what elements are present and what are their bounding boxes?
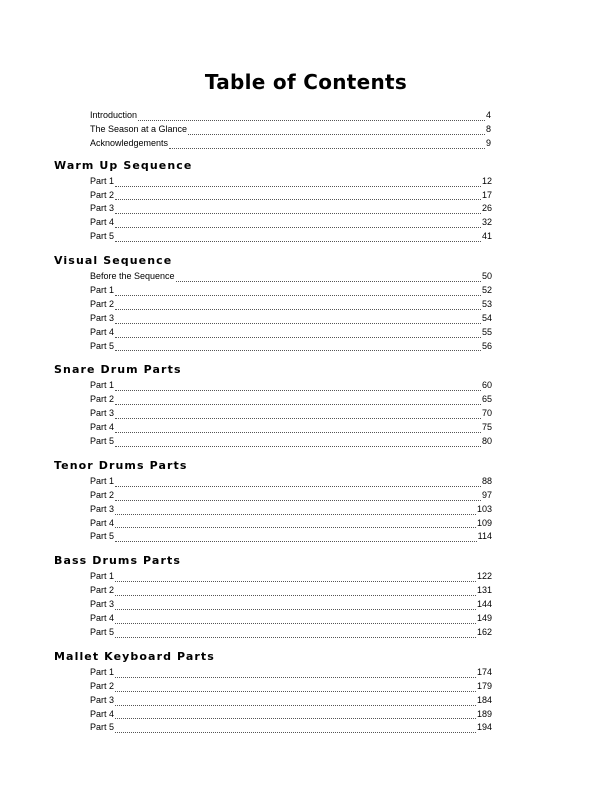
entry-label: Before the Sequence [90,271,175,282]
toc-section [0,157,612,244]
toc-entry[interactable] [90,435,492,449]
front-matter-list [0,109,612,151]
entry-label: Part 5 [90,340,115,351]
entry-label: Part 5 [90,231,115,242]
toc-entry[interactable] [90,123,492,137]
toc-entry[interactable] [90,489,492,503]
toc-entry[interactable] [90,708,492,722]
entry-page-number: 174 [476,666,492,677]
toc-entry[interactable] [90,517,492,531]
toc-sections [0,157,612,736]
entry-page-number: 149 [476,613,492,624]
entry-label: Part 1 [90,175,115,186]
dot-leader [115,533,477,542]
entry-page-number: 109 [476,517,492,528]
toc-section [0,552,612,639]
entry-label: Part 2 [90,394,115,405]
entry-label: Part 2 [90,189,115,200]
entry-page-number: 131 [476,585,492,596]
section-heading[interactable]: Warm Up Sequence [54,158,193,172]
entry-label: Part 1 [90,571,115,582]
dot-leader [115,315,481,324]
toc-entry[interactable] [90,503,492,517]
dot-leader [115,382,481,391]
entry-page-number: 88 [481,475,492,486]
entry-label: Acknowledgements [90,137,169,148]
entry-page-number: 32 [481,217,492,228]
page-title: Table of Contents [204,70,408,94]
dot-leader [115,191,481,200]
entry-page-number: 80 [481,436,492,447]
toc-entry[interactable] [90,312,492,326]
entry-page-number: 55 [481,326,492,337]
dot-leader [115,424,481,433]
entry-page-number: 122 [476,571,492,582]
toc-section [0,457,612,544]
dot-leader [115,573,476,582]
toc-entry[interactable] [90,189,492,203]
entry-page-number: 9 [486,137,492,148]
entry-label: Part 2 [90,680,115,691]
section-heading[interactable]: Bass Drums Parts [54,554,181,568]
toc-entry[interactable] [90,530,492,544]
entry-label: Part 3 [90,503,115,514]
dot-leader [115,329,481,338]
toc-entry[interactable] [90,598,492,612]
dot-leader [115,287,481,296]
dot-leader [169,140,485,149]
entry-page-number: 144 [476,599,492,610]
entry-page-number: 70 [481,408,492,419]
entry-page-number: 53 [481,298,492,309]
toc-entry[interactable] [90,570,492,584]
table-of-contents [0,109,612,735]
entry-label: Part 4 [90,217,115,228]
entry-label: Part 4 [90,613,115,624]
entry-label: Part 5 [90,722,115,733]
toc-entry[interactable] [90,680,492,694]
dot-leader [188,126,485,135]
entry-page-number: 50 [481,271,492,282]
toc-entry[interactable] [90,340,492,354]
dot-leader [115,615,476,624]
dot-leader [115,587,476,596]
toc-entry[interactable] [90,407,492,421]
toc-entry[interactable] [90,612,492,626]
entry-page-number: 52 [481,285,492,296]
toc-entry[interactable] [90,379,492,393]
dot-leader [115,342,481,351]
entry-label: The Season at a Glance [90,123,188,134]
toc-entry[interactable] [90,202,492,216]
dot-leader [115,205,481,214]
dot-leader [115,506,476,515]
entry-label: Part 4 [90,326,115,337]
entry-page-number: 189 [476,708,492,719]
entry-label: Part 1 [90,380,115,391]
entry-page-number: 114 [477,531,492,542]
entry-page-number: 4 [486,110,492,120]
toc-entry[interactable] [90,326,492,340]
entry-label: Part 3 [90,599,115,610]
dot-leader [138,112,485,121]
toc-section [0,252,612,353]
entry-page-number: 54 [481,312,492,323]
entry-page-number: 103 [476,503,492,514]
dot-leader [115,669,476,678]
entry-page-number: 184 [476,694,492,705]
entry-label: Introduction [90,110,138,120]
entry-page-number: 97 [481,489,492,500]
entry-page-number: 60 [481,380,492,391]
entry-label: Part 1 [90,666,115,677]
entry-page-number: 179 [476,680,492,691]
dot-leader [115,410,481,419]
entry-label: Part 5 [90,531,115,542]
entry-label: Part 4 [90,517,115,528]
toc-entry[interactable] [90,230,492,244]
entry-page-number: 17 [481,189,492,200]
toc-entry[interactable] [90,666,492,680]
toc-entry[interactable] [90,298,492,312]
entry-page-number: 12 [481,175,492,186]
dot-leader [115,601,476,610]
dot-leader [115,438,481,447]
entry-label: Part 3 [90,694,115,705]
dot-leader [115,492,481,501]
entry-page-number: 75 [481,422,492,433]
dot-leader [115,710,476,719]
dot-leader [115,396,481,405]
dot-leader [115,683,476,692]
toc-entry[interactable] [90,109,492,123]
entry-page-number: 8 [486,123,492,134]
entry-label: Part 1 [90,285,115,296]
entry-label: Part 4 [90,422,115,433]
entry-label: Part 4 [90,708,115,719]
section-heading[interactable]: Tenor Drums Parts [54,458,188,472]
dot-leader [115,219,481,228]
dot-leader [115,697,476,706]
entry-label: Part 1 [90,475,115,486]
entry-label: Part 2 [90,489,115,500]
entry-page-number: 26 [481,203,492,214]
dot-leader [115,629,476,638]
toc-entry[interactable] [90,393,492,407]
section-heading[interactable]: Visual Sequence [54,254,173,268]
dot-leader [115,233,481,242]
toc-entry[interactable] [90,626,492,640]
section-heading[interactable]: Snare Drum Parts [54,363,182,377]
entry-label: Part 3 [90,312,115,323]
entry-label: Part 2 [90,585,115,596]
toc-section [0,361,612,448]
toc-entry[interactable] [90,270,492,284]
entry-label: Part 3 [90,408,115,419]
entry-page-number: 162 [476,626,492,637]
entry-page-number: 194 [476,722,492,733]
toc-entry[interactable] [90,284,492,298]
entry-label: Part 2 [90,298,115,309]
dot-leader [115,478,481,487]
toc-entry[interactable] [90,421,492,435]
dot-leader [115,519,476,528]
dot-leader [115,178,481,187]
toc-entry[interactable] [90,721,492,735]
toc-entry[interactable] [90,694,492,708]
entry-label: Part 5 [90,436,115,447]
section-heading[interactable]: Mallet Keyboard Parts [54,649,215,663]
toc-entry[interactable] [90,584,492,598]
entry-label: Part 5 [90,626,115,637]
dot-leader [115,301,481,310]
toc-entry[interactable] [90,216,492,230]
entry-page-number: 41 [481,231,492,242]
dot-leader [176,273,481,282]
toc-entry[interactable] [90,137,492,151]
entry-page-number: 56 [481,340,492,351]
toc-entry[interactable] [90,175,492,189]
dot-leader [115,724,476,733]
toc-section [0,648,612,735]
toc-entry[interactable] [90,475,492,489]
entry-page-number: 65 [481,394,492,405]
entry-label: Part 3 [90,203,115,214]
